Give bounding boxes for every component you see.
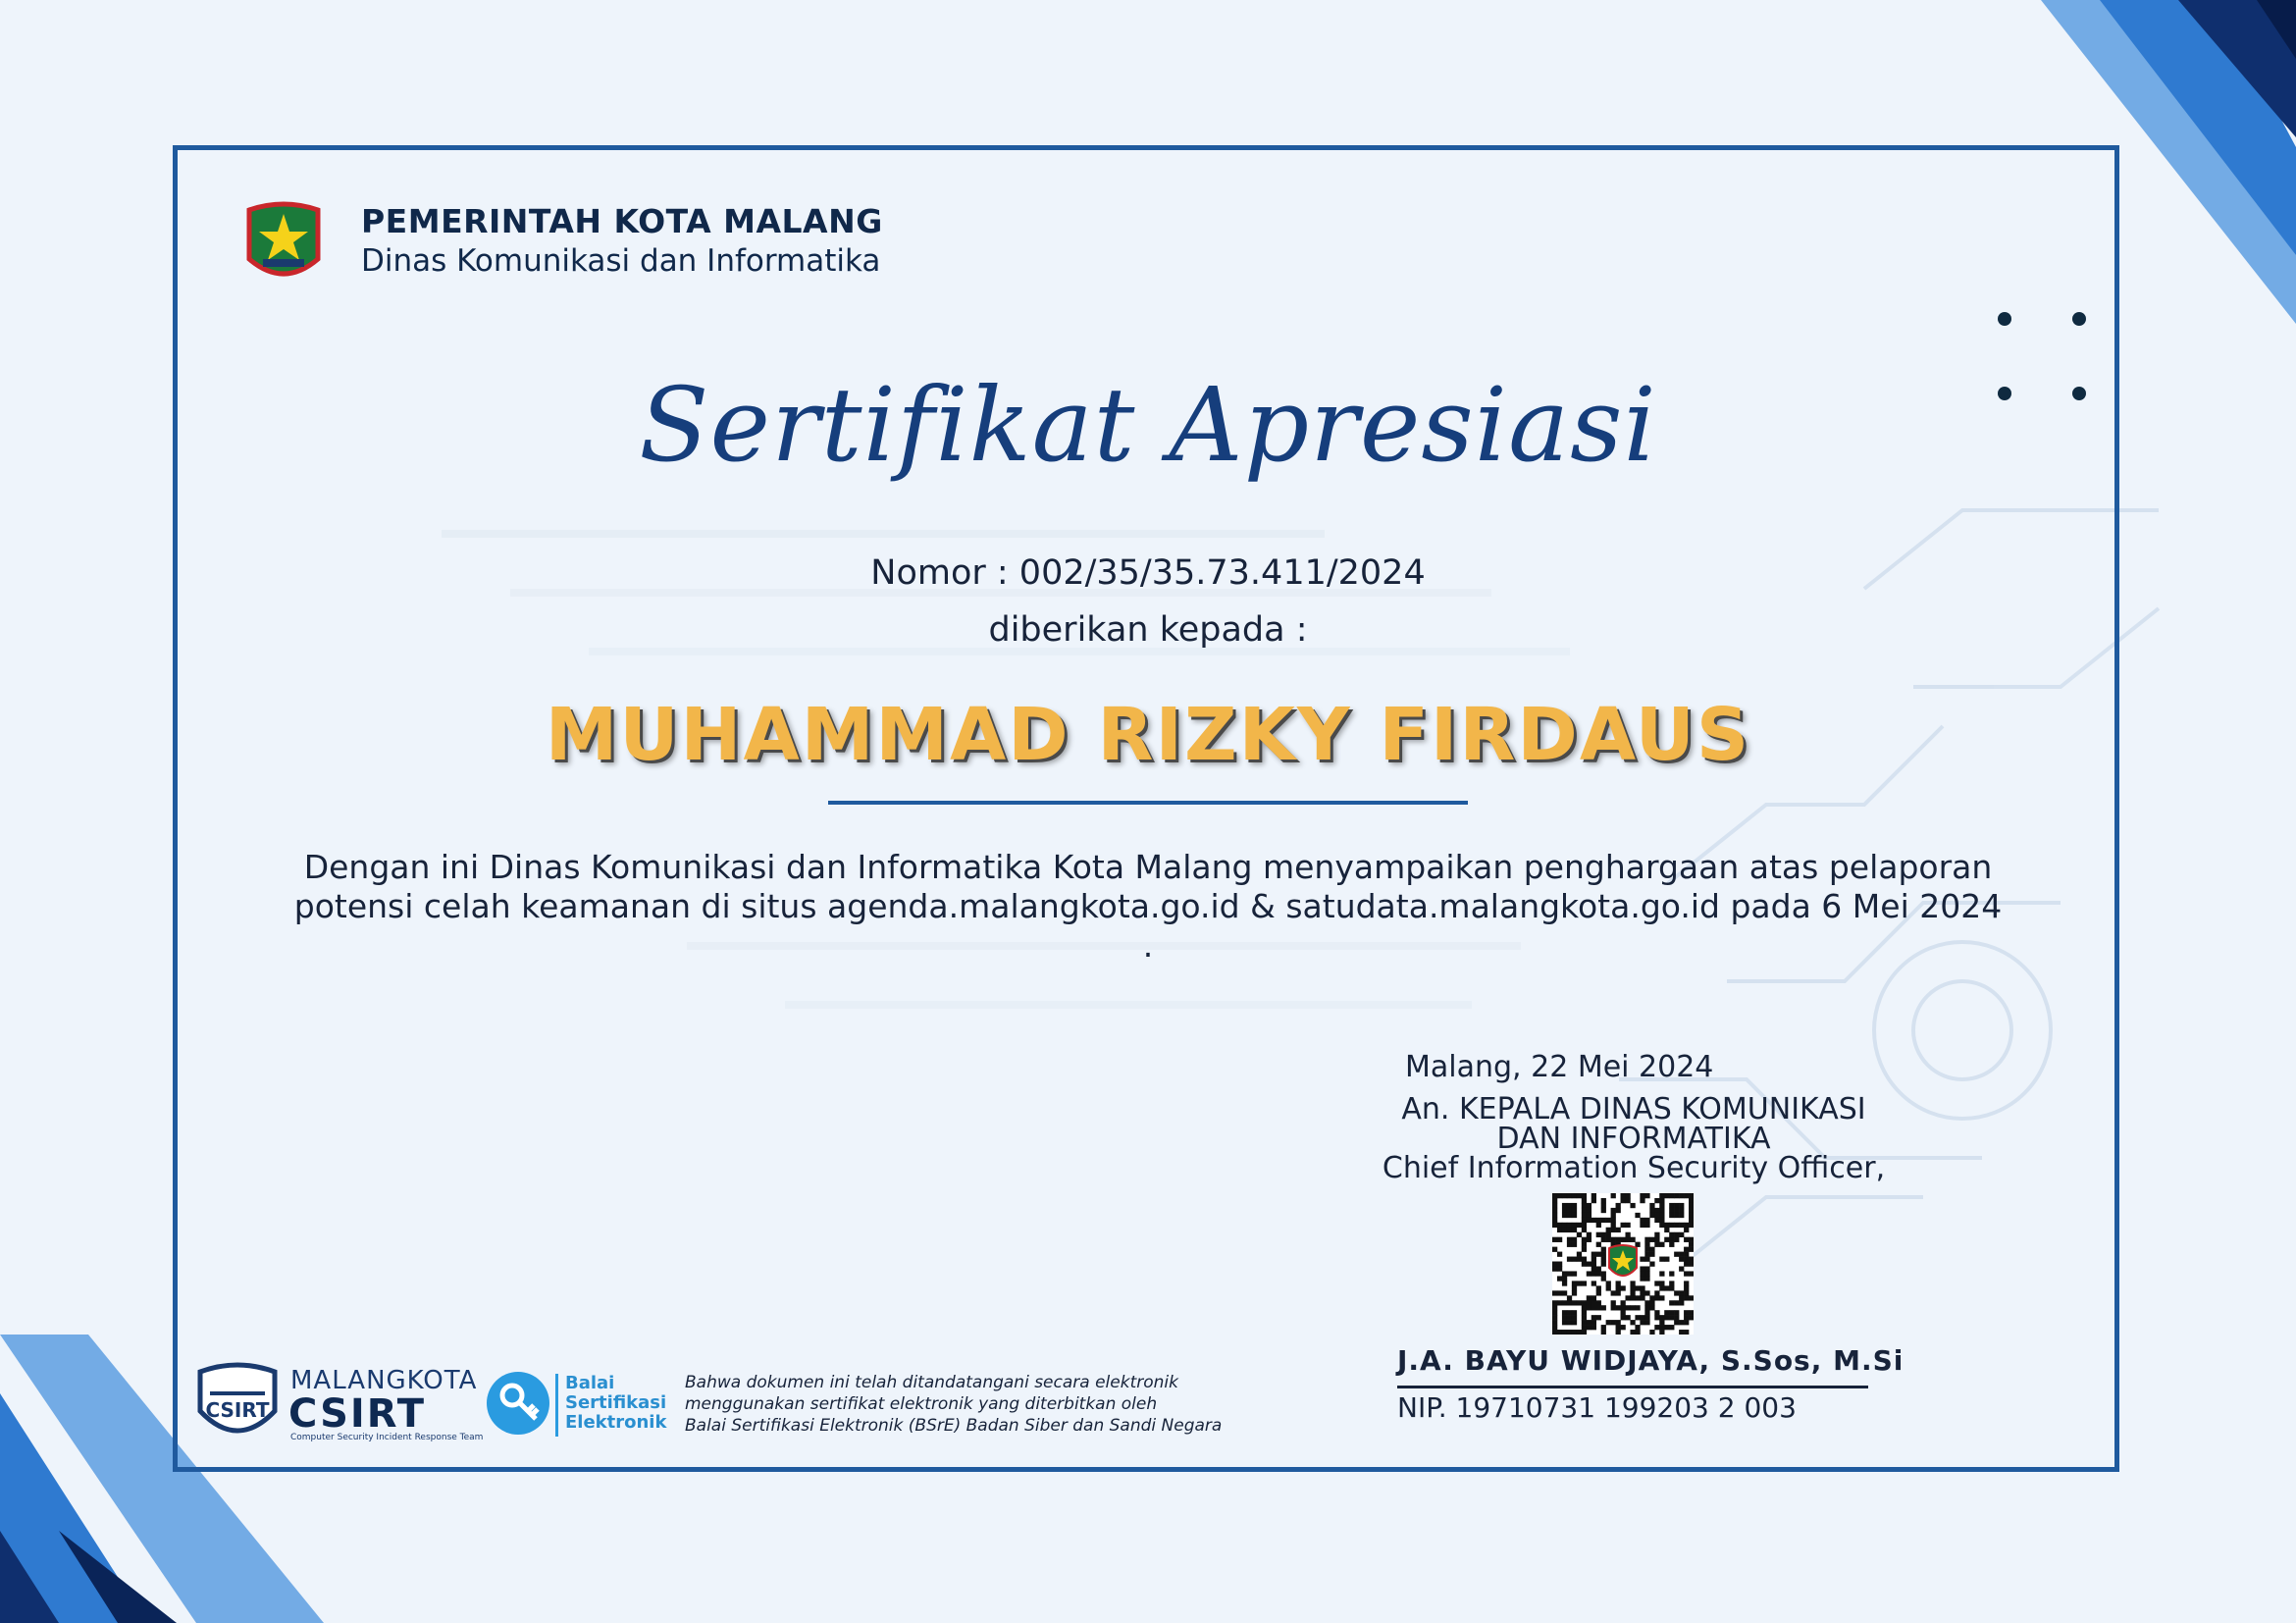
bsre-line: Elektronik [565,1412,667,1433]
bsre-logo-icon [485,1370,551,1437]
signer-underline [1397,1386,1868,1388]
signer-role [1374,1092,1894,1185]
role-line: DAN INFORMATIKA [1496,1122,1771,1156]
signer-nip: NIP. 19710731 199203 2 003 [1397,1391,1797,1424]
decorative-dot [1998,312,2011,326]
note-line: Balai Sertifikasi Elektronik (BSrE) Badan Siber dan Sandi Negara [685,1416,1223,1436]
given-to-label: diberikan kepada : [988,610,1308,650]
place-date: Malang, 22 Mei 2024 [1405,1050,1714,1084]
bsre-line: Sertifikasi [565,1392,667,1413]
signer-name: J.A. BAYU WIDJAYA, S.Sos, M.Si [1397,1344,1905,1377]
recipient-name: MUHAMMAD RIZKY FIRDAUS [545,693,1751,777]
role-line: Chief Information Security Officer, [1382,1151,1886,1185]
bsre-divider [555,1374,558,1437]
certificate-body [265,848,2031,966]
role-line: An. KEPALA DINAS KOMUNIKASI [1401,1092,1866,1126]
csirt-logo-icon [196,1362,279,1450]
certificate-frame [173,145,2119,1472]
body-line: potensi celah keamanan di situs agenda.malangkota.go.id & satudata.malangkota.go.id pada 6 Mei 2024 [293,887,2003,925]
organization-name: PEMERINTAH KOTA MALANG [361,202,883,240]
city-emblem-icon [241,200,326,285]
note-line: Bahwa dokumen ini telah ditandatangani secara elektronik [685,1373,1178,1392]
csirt-label: CSIRT [288,1391,427,1437]
department-name: Dinas Komunikasi dan Informatika [361,243,881,279]
body-line: . [1142,926,1154,965]
qr-code-icon [1552,1193,1694,1335]
certificate-title: Sertifikat Apresiasi [639,365,1657,485]
qr-center-emblem-icon [1609,1245,1637,1276]
decorative-dot [2072,312,2086,326]
recipient-underline [828,801,1468,805]
certificate-number: Nomor : 002/35/35.73.411/2024 [870,553,1426,593]
e-signature-note [685,1372,1222,1437]
bsre-label [565,1374,666,1433]
bsre-line: Balai [565,1373,615,1393]
body-line: Dengan ini Dinas Komunikasi dan Informatika Kota Malang menyampaikan penghargaan atas pelaporan [303,848,1993,886]
csirt-tagline: Computer Security Incident Response Team [290,1433,484,1442]
csirt-city-label: MALANGKOTA [290,1366,478,1395]
note-line: menggunakan sertifikat elektronik yang diterbitkan oleh [685,1394,1158,1414]
csirt-emblem-text: CSIRT [205,1398,270,1422]
